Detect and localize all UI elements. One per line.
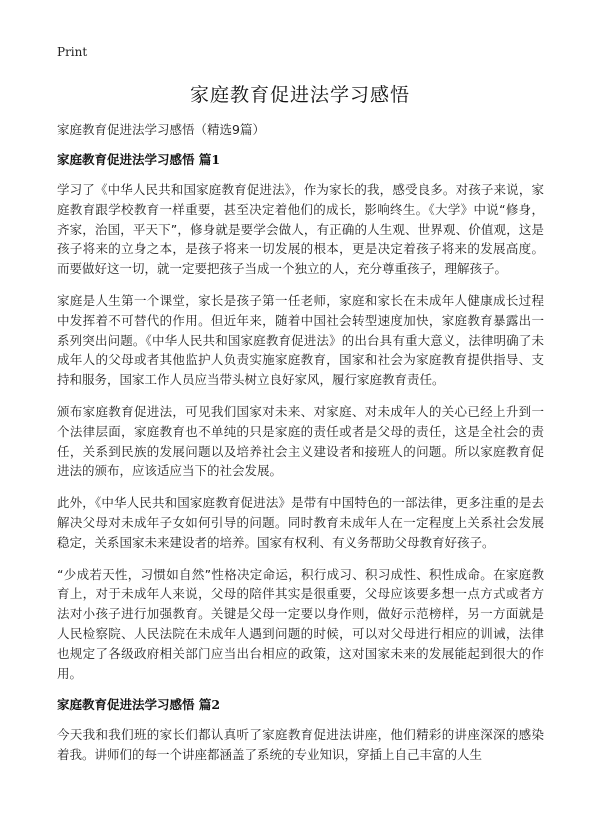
section-1 <box>57 150 544 683</box>
print-link[interactable]: Print <box>57 45 88 59</box>
section-heading: 家庭教育促进法学习感悟 篇2 <box>57 697 221 713</box>
paragraph: 学习了《中华人民共和国家庭教育促进法》，作为家长的我，感受良多。对孩子来说，家庭教育跟学校教育一样重要，甚至决定着他们的成长，影响终生。《大学》中说“修身，齐家，治国，平天下”，修身就是要学会做人，有正确的人生观、世界观、价值观，这是孩子将来的立身之本，是孩子将来一切发展的根本，更是决定着孩子将来的发展高度。而要做好这一切，就一定要把孩子当成一个独立的人，充分尊重孩子，理解孩子。 <box>57 182 544 277</box>
section-2 <box>57 695 544 765</box>
document-body <box>57 150 544 777</box>
paragraph: 此外，《中华人民共和国家庭教育促进法》是带有中国特色的一部法律，更多注重的是去解决父母对未成年子女如何引导的问题。同时教育未成年人在一定程度上关系社会发展稳定，关系国家未来建设者的培养。国家有权利、有义务帮助父母教育好孩子。 <box>57 495 544 550</box>
document-subtitle: 家庭教育促进法学习感悟（精选9篇） <box>57 122 265 137</box>
paragraph: “少成若天性，习惯如自然”性格决定命运，积行成习、积习成性、积性成命。在家庭教育上，对于未成年人来说，父母的陪伴其实是很重要，父母应该要多想一点方式或者方法对小孩子进行加强教育。关键是父母一定要以身作则，做好示范榜样，另一方面就是人民检察院、人民法院在未成年人遇到问题的时候，可以对父母进行相应的训诫，法律也规定了各级政府相关部门应当出台相应的政策，这对国家未来的发展能起到很大的作用。 <box>57 566 544 681</box>
paragraph: 家庭是人生第一个课堂，家长是孩子第一任老师，家庭和家长在未成年人健康成长过程中发挥着不可替代的作用。但近年来，随着中国社会转型速度加快，家庭教育暴露出一系列突出问题。《中华人民共和国家庭教育促进法》的出台具有重大意义，法律明确了未成年人的父母或者其他监护人负责实施家庭教育，国家和社会为家庭教育提供指导、支持和服务，国家工作人员应当带头树立良好家风，履行家庭教育责任。 <box>57 292 544 388</box>
paragraph: 今天我和我们班的家长们都认真听了家庭教育促进法讲座，他们精彩的讲座深深的感染着我。讲师们的每一个讲座都涵盖了系统的专业知识，穿插上自己丰富的人生 <box>57 727 544 763</box>
paragraph: 颁布家庭教育促进法，可见我们国家对未来、对家庭、对未成年人的关心已经上升到一个法律层面，家庭教育也不单纯的只是家庭的责任或者是父母的责任，这是全社会的责任，关系到民族的发展问题以及培养社会主义建设者和接班人的问题。所以家庭教育促进法的颁布，应该适应当下的社会发展。 <box>57 403 544 479</box>
page-title: 家庭教育促进法学习感悟 <box>189 84 410 106</box>
section-heading: 家庭教育促进法学习感悟 篇1 <box>57 152 221 167</box>
